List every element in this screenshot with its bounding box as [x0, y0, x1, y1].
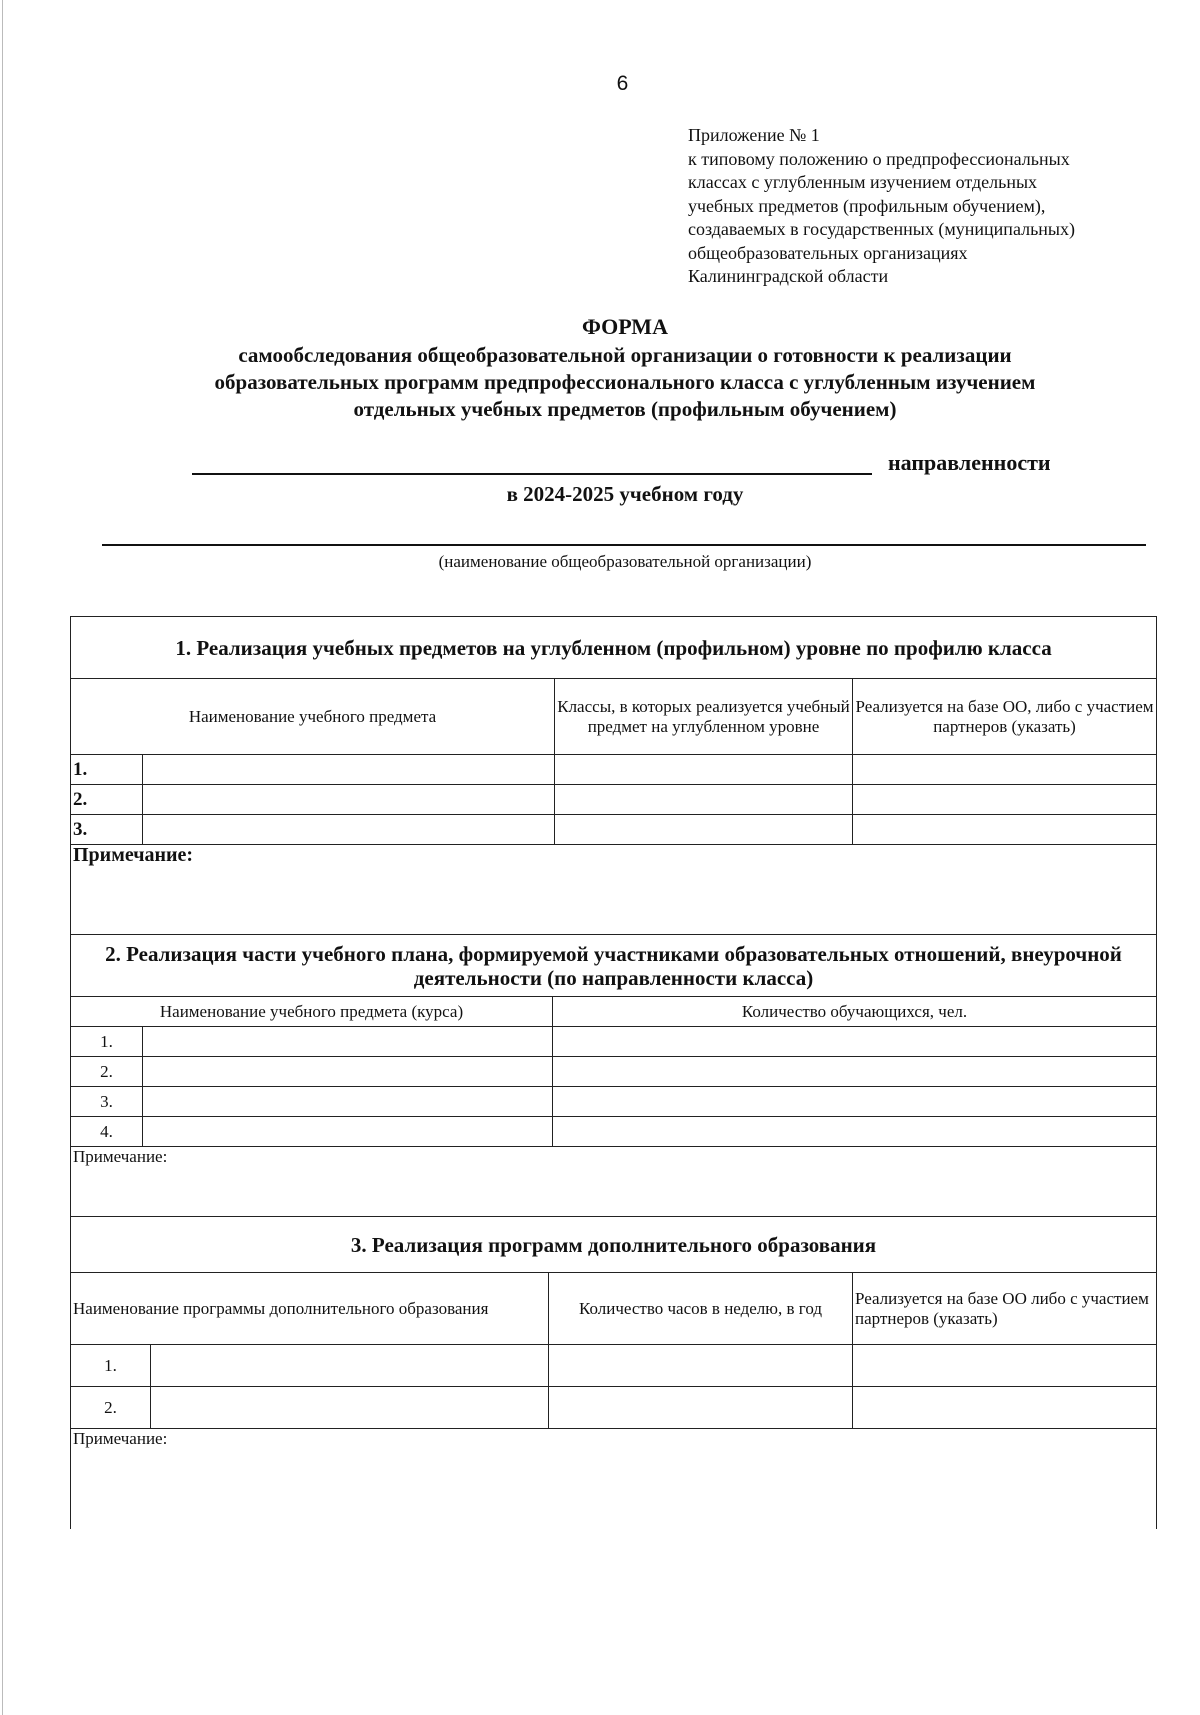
org-name-fill-line[interactable] [102, 544, 1146, 546]
year-label: в 2024-2025 учебном году [506, 482, 744, 506]
section-3-title: 3. Реализация программ дополнительного образования [71, 1217, 1157, 1273]
table-cell[interactable] [853, 755, 1157, 785]
table-cell[interactable] [143, 1027, 553, 1057]
section-1-col-partners: Реализуется на базе ОО, либо с участием партнеров (указать) [853, 679, 1157, 755]
appendix-line: создаваемых в государственных (муниципальных) [688, 219, 1075, 239]
table-row [71, 1057, 1157, 1087]
section-2-title: 2. Реализация части учебного плана, формируемой участниками образовательных отношений, внеурочной деятельности (по направленности класса) [71, 935, 1157, 997]
table-row [71, 785, 1157, 815]
row-number: 4. [71, 1117, 143, 1147]
section-2-note[interactable]: Примечание: [71, 1147, 1157, 1217]
section-2-col-count: Количество обучающихся, чел. [553, 997, 1157, 1027]
table-cell[interactable] [553, 1117, 1157, 1147]
form-subtitle-line: отдельных учебных предметов (профильным обучением) [353, 397, 897, 421]
row-number: 1. [71, 1027, 143, 1057]
table-cell[interactable] [853, 1345, 1157, 1387]
form-subtitle [60, 342, 1190, 423]
form-subtitle-line: самообследования общеобразовательной организации о готовности к реализации [238, 343, 1012, 367]
direction-fill-line[interactable] [192, 473, 872, 475]
org-name-caption: (наименование общеобразовательной организации) [438, 552, 812, 571]
section-3-col-partners: Реализуется на базе ОО либо с участием партнеров (указать) [853, 1273, 1157, 1345]
section-3-note[interactable]: Примечание: [71, 1429, 1157, 1529]
table-row [71, 755, 1157, 785]
table-cell[interactable] [553, 1087, 1157, 1117]
table-cell[interactable] [143, 1117, 553, 1147]
appendix-block [688, 124, 1075, 289]
page-number: 6 [616, 72, 629, 95]
section-1-note[interactable]: Примечание: [71, 845, 1157, 935]
section-2-table [70, 934, 1157, 1217]
table-cell[interactable] [555, 755, 853, 785]
table-cell[interactable] [143, 785, 555, 815]
table-cell[interactable] [151, 1387, 549, 1429]
page-edge-line [2, 0, 3, 1715]
row-number: 2. [71, 1057, 143, 1087]
row-number: 3. [71, 815, 143, 845]
table-cell[interactable] [143, 755, 555, 785]
table-cell[interactable] [151, 1345, 549, 1387]
table-cell[interactable] [549, 1345, 853, 1387]
section-1-title: 1. Реализация учебных предметов на углубленном (профильном) уровне по профилю класса [71, 617, 1157, 679]
appendix-line: Приложение № 1 [688, 125, 820, 145]
section-1-col-subject: Наименование учебного предмета [71, 679, 555, 755]
table-cell[interactable] [555, 785, 853, 815]
form-title: ФОРМА [582, 314, 668, 339]
row-number: 2. [71, 1387, 151, 1429]
row-number: 1. [71, 755, 143, 785]
appendix-line: общеобразовательных организациях [688, 242, 968, 263]
table-cell[interactable] [143, 1057, 553, 1087]
table-cell[interactable] [143, 815, 555, 845]
row-number: 2. [71, 785, 143, 815]
row-number: 3. [71, 1087, 143, 1117]
table-cell[interactable] [555, 815, 853, 845]
table-cell[interactable] [553, 1027, 1157, 1057]
table-cell[interactable] [549, 1387, 853, 1429]
table-cell[interactable] [853, 785, 1157, 815]
section-2-col-subject: Наименование учебного предмета (курса) [71, 997, 553, 1027]
table-row [71, 1345, 1157, 1387]
table-row [71, 1387, 1157, 1429]
section-1-col-classes: Классы, в которых реализуется учебный предмет на углубленном уровне [555, 679, 853, 755]
appendix-line: Калининградской области [688, 266, 889, 286]
section-3-col-hours: Количество часов в неделю, в год [549, 1273, 853, 1345]
appendix-line: к типовому положению о предпрофессиональных [688, 148, 1070, 169]
table-cell[interactable] [143, 1087, 553, 1117]
table-cell[interactable] [853, 815, 1157, 845]
table-cell[interactable] [853, 1387, 1157, 1429]
table-row [71, 815, 1157, 845]
table-row [71, 1027, 1157, 1057]
table-cell[interactable] [553, 1057, 1157, 1087]
section-3-table [70, 1216, 1157, 1529]
table-row [71, 1117, 1157, 1147]
row-number: 1. [71, 1345, 151, 1387]
appendix-line: классах с углубленным изучением отдельных [688, 172, 1038, 192]
section-1-table [70, 616, 1157, 935]
form-subtitle-line: образовательных программ предпрофессионального класса с углубленным изучением [214, 370, 1036, 394]
table-row [71, 1087, 1157, 1117]
section-3-col-program: Наименование программы дополнительного образования [71, 1273, 549, 1345]
direction-label: направленности [888, 450, 1051, 475]
appendix-line: учебных предметов (профильным обучением), [688, 195, 1046, 216]
